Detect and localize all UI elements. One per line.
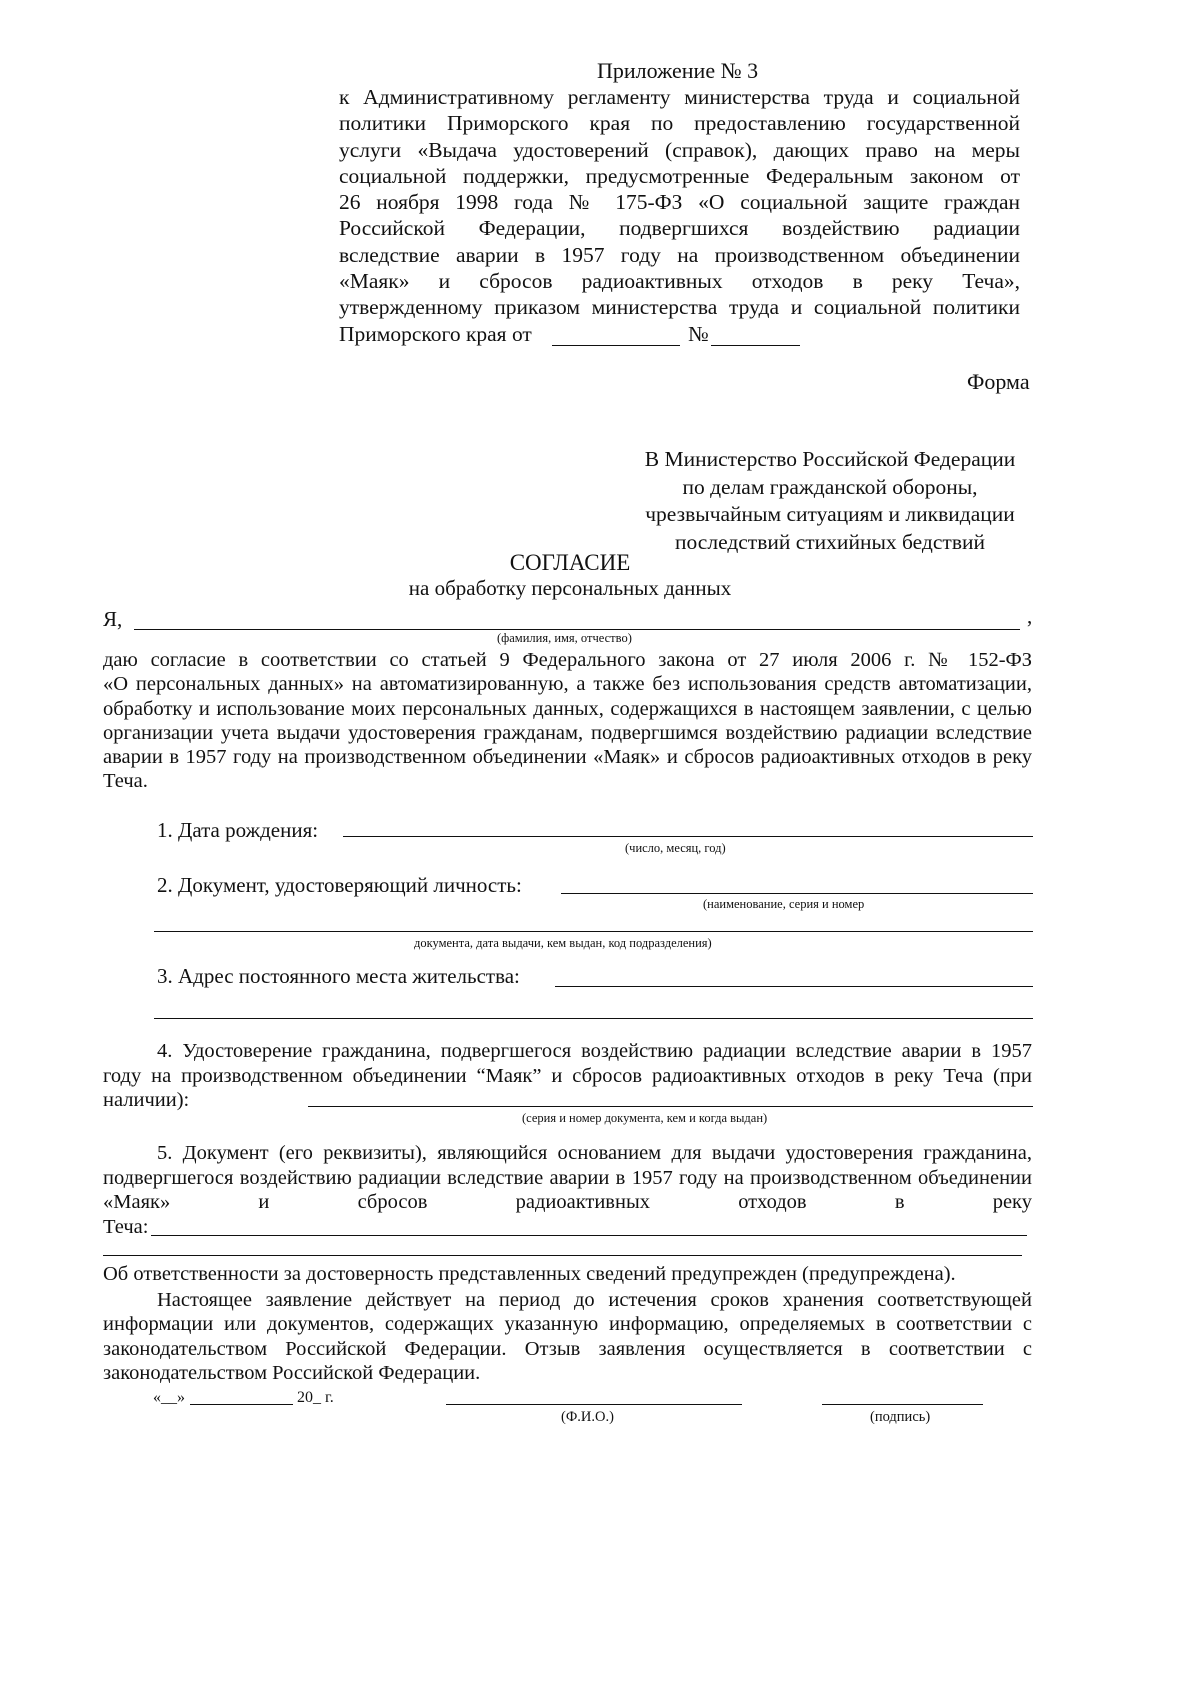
radiation-certificate-field[interactable] bbox=[308, 1106, 1033, 1107]
consent-line: организации учета выдачи удостоверения гражданам, подвергшимся воздействию радиации вследствие bbox=[103, 721, 1032, 744]
address-field-2[interactable] bbox=[154, 1018, 1033, 1019]
form-label: Форма bbox=[967, 369, 1030, 394]
validity-line-last: законодательством Российской Федерации. bbox=[103, 1361, 481, 1384]
addressee-block bbox=[620, 446, 1040, 556]
addressee-line: чрезвычайным ситуациям и ликвидации bbox=[645, 502, 1015, 526]
birth-date-field[interactable] bbox=[343, 836, 1033, 837]
appendix-line: услуги «Выдача удостоверений (справок), дающих право на меры bbox=[339, 137, 1020, 162]
consent-line: аварии в 1957 году на производственном объединении «Маяк» и сбросов радиоактивных отходов в реку bbox=[103, 746, 1032, 769]
validity-line: Настоящее заявление действует на период до истечения сроков хранения соответствующей bbox=[157, 1289, 1032, 1311]
responsibility-notice: Об ответственности за достоверность представленных сведений предупрежден (предупреждена). bbox=[103, 1263, 956, 1285]
item5-word: и bbox=[258, 1191, 270, 1213]
order-number-field[interactable] bbox=[711, 345, 800, 346]
appendix-line: вследствие аварии в 1957 году на производственном объединении bbox=[339, 242, 1020, 267]
addressee-line: последствий стихийных бедствий bbox=[675, 529, 985, 554]
item5-line-3 bbox=[103, 1190, 1032, 1215]
validity-line: информации или документов, содержащих указанную информацию, определяемых в соответствии с bbox=[103, 1313, 1032, 1336]
signature-date-field[interactable] bbox=[190, 1404, 293, 1405]
radiation-certificate-caption: (серия и номер документа, кем и когда выдан) bbox=[522, 1111, 768, 1125]
document-subtitle: на обработку персональных данных bbox=[408, 576, 732, 600]
consent-line: обработку и использование моих персональных данных, содержащихся в настоящем заявлении, с целью bbox=[103, 697, 1032, 720]
consent-line-last: Теча. bbox=[103, 770, 148, 793]
appendix-text bbox=[339, 84, 1020, 347]
signature-date-open: «__» bbox=[153, 1389, 185, 1406]
signature-caption: (подпись) bbox=[870, 1409, 931, 1425]
birth-date-label: 1. Дата рождения: bbox=[157, 818, 319, 842]
identity-document-caption-2: документа, дата выдачи, кем выдан, код подразделения) bbox=[414, 936, 712, 950]
identity-document-field[interactable] bbox=[561, 893, 1033, 894]
appendix-line: 26 ноября 1998 года № 175-ФЗ «О социальной защите граждан bbox=[339, 190, 1020, 215]
applicant-prefix: Я, bbox=[103, 607, 123, 631]
address-field[interactable] bbox=[555, 986, 1033, 987]
signature-field[interactable] bbox=[822, 1404, 983, 1405]
identity-document-label: 2. Документ, удостоверяющий личность: bbox=[157, 873, 522, 897]
document-title: СОГЛАСИЕ bbox=[509, 550, 631, 575]
item5-paragraph bbox=[103, 1141, 1032, 1239]
addressee-line: В Министерство Российской Федерации bbox=[644, 447, 1016, 471]
item5-line: подвергшегося воздействию радиации вследствие аварии в 1957 году на производственном объединении bbox=[103, 1166, 1032, 1189]
appendix-line: Российской Федерации, подвергшихся воздействию радиации bbox=[339, 216, 1020, 241]
validity-line: законодательством Российской Федерации. Отзыв заявления осуществляется в соответствии с bbox=[103, 1337, 1032, 1360]
appendix-line: «Маяк» и сбросов радиоактивных отходов в реку Теча», bbox=[339, 269, 1020, 294]
consent-paragraph bbox=[103, 648, 1032, 794]
order-date-field[interactable] bbox=[552, 345, 680, 346]
basis-document-field[interactable] bbox=[151, 1235, 1027, 1236]
signature-year: 20_ г. bbox=[297, 1389, 334, 1406]
appendix-title: Приложение № 3 bbox=[597, 58, 759, 83]
address-label: 3. Адрес постоянного места жительства: bbox=[157, 964, 520, 988]
item5-word: отходов bbox=[738, 1191, 807, 1213]
appendix-date-prefix: Приморского края от bbox=[339, 321, 532, 346]
identity-document-caption-1: (наименование, серия и номер bbox=[703, 897, 865, 911]
item5-word: в bbox=[894, 1191, 905, 1213]
appendix-last-line bbox=[339, 321, 1020, 347]
item4-line: 4. Удостоверение гражданина, подвергшегося воздействию радиации вследствие аварии в 1957 bbox=[157, 1040, 1032, 1062]
order-number-sign: № bbox=[688, 321, 709, 346]
appendix-line: политики Приморского края по предоставлению государственной bbox=[339, 111, 1020, 136]
item5-word: «Маяк» bbox=[103, 1191, 171, 1213]
item4-paragraph bbox=[103, 1039, 1032, 1113]
item5-word: радиоактивных bbox=[515, 1191, 650, 1213]
applicant-name-caption: (фамилия, имя, отчество) bbox=[497, 631, 632, 645]
consent-line: «О персональных данных» на автоматизированную, а также без использования средств автоматизации, bbox=[103, 673, 1032, 696]
appendix-line: социальной поддержки, предусмотренные Федеральным законом от bbox=[339, 163, 1020, 188]
fio-caption: (Ф.И.О.) bbox=[561, 1409, 614, 1425]
birth-date-caption: (число, месяц, год) bbox=[625, 841, 726, 855]
validity-paragraph bbox=[103, 1288, 1032, 1385]
consent-line: даю согласие в соответствии со статьей 9 Федерального закона от 27 июля 2006 г. № 152-ФЗ bbox=[103, 649, 1032, 671]
appendix-line: к Административному регламенту министерства труда и социальной bbox=[339, 85, 1020, 109]
item5-line: 5. Документ (его реквизиты), являющийся основанием для выдачи удостоверения гражданина, bbox=[157, 1142, 1032, 1164]
item5-word: сбросов bbox=[357, 1191, 428, 1213]
item5-line-last: Теча: bbox=[103, 1215, 149, 1238]
item4-line-last: наличии): bbox=[103, 1089, 190, 1111]
identity-document-field-2[interactable] bbox=[154, 931, 1033, 932]
item4-line: году на производственном объединении “Маяк” и сбросов радиоактивных отходов в реку Теча (при bbox=[103, 1064, 1032, 1087]
basis-document-field-2[interactable] bbox=[103, 1255, 1022, 1256]
fio-field[interactable] bbox=[446, 1404, 742, 1405]
appendix-line: утвержденному приказом министерства труда и социальной политики bbox=[339, 295, 1020, 320]
addressee-line: по делам гражданской обороны, bbox=[682, 474, 978, 499]
applicant-name-field[interactable] bbox=[134, 629, 1020, 630]
applicant-comma: , bbox=[1027, 604, 1033, 628]
item5-word: реку bbox=[992, 1191, 1032, 1213]
